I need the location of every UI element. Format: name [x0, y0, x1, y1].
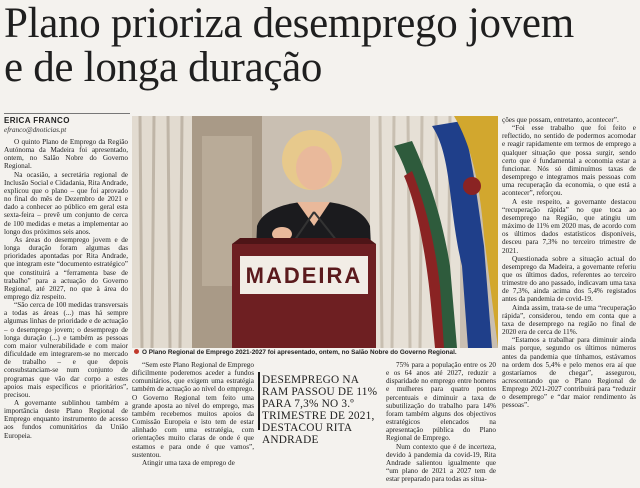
author-rule	[4, 113, 130, 114]
author-email[interactable]: efranco@dnoticias.pt	[4, 126, 67, 134]
article-column-2	[132, 361, 254, 486]
article-column-3	[386, 361, 496, 486]
pullquote-bar	[258, 372, 260, 430]
paragraph: Na ocasião, a secretária regional de Inclusão Social e Cidadania, Rita Andrade, explicou que o plano – que foi aprovado no final do mês de Dezembro de 2021 e dado a conhecer ao público em geral esta sexta-feira – prevê um conjunto de cerca de 100 medidas e metas a implementar ao longo dos próximos seis anos.	[4, 170, 128, 236]
caption-bullet-icon	[134, 349, 139, 354]
author-block	[4, 116, 132, 134]
photo-caption-bar	[132, 348, 498, 358]
paragraph: “São cerca de 100 medidas transversais a todas as áreas (...) mas há sempre algumas linhas de prioridade e de actuação – o desemprego jovem; o desemprego de longa duração (...) e também as pessoas com maior vulnerabilidade e com maior dificuldade em integrarem-se no mercado de trabalho – e que depois consubstanciam-se num conjunto de programas que vão dar corpo a estes apoios mais específicos e prioritários”, precisou.	[4, 301, 128, 399]
headline-line-2: e de longa duração	[4, 44, 323, 91]
paragraph: A este respeito, a governante destacou “recuperação rápida” no que toca ao desemprego na Região, que atingiu um máximo de 11% em 2020 mas, de acordo com os últimos dados estatísticos disponíveis, desceu para 7,3% no terceiro trimestre de 2021.	[502, 197, 636, 255]
photo-illustration	[132, 116, 498, 348]
photo-caption: O Plano Regional de Emprego 2021-2027 foi apresentado, ontem, no Salão Nobre do Governo Regional.	[142, 349, 457, 356]
curtain-left	[132, 116, 192, 348]
paragraph: “Sem este Plano Regional de Emprego dificilmente poderemos aceder a fundos comunitários, que exigem uma estratégia também de actuação ao nível do emprego. O Governo Regional tem feito uma grande aposta ao nível do emprego, mas também recebemos muitos apoios da Comissão Europeia e isto tem de estar alinhado com uma estratégia, com orientações muito claras de onde é que estamos e para onde é que vamos”, sustentou.	[132, 361, 254, 459]
article-column-1	[4, 138, 128, 484]
article-photo	[132, 116, 498, 348]
paragraph: ções que possam, entretanto, acontecer”.	[502, 116, 619, 124]
article-column-4	[502, 116, 636, 486]
podium	[232, 238, 376, 348]
paragraph: Questionada sobre a situação actual do desemprego da Madeira, a governante referiu que os últimos dados, referentes ao terceiro trimestre do ano passado, indicavam uma taxa de 7,3%, ainda acima dos 5,4% registados antes da pandemia de covid-19.	[502, 254, 636, 304]
paragraph: A governante sublinhou também a importância deste Plano Regional de Emprego enquanto instrumento de acesso aos fundos comunitários da União Europeia.	[4, 399, 128, 440]
paragraph: Num contexto que é de incerteza, devido à pandemia da covid-19, Rita Andrade salientou igualmente que “um plano de 2021 a 2027 tem de estar preparado para todas as situa-	[386, 442, 496, 484]
paragraph: O quinto Plano de Emprego da Região Autónoma da Madeira foi apresentado, ontem, no Salão Nobre do Governo Regional.	[4, 138, 128, 171]
paragraph: Ainda assim, trata-se de uma “recuperação rápida”, considerou, tendo em conta que a taxa de desemprego na região no final de 2020 era de cerca de 11%.	[502, 303, 636, 337]
paragraph: “Estamos a trabalhar para diminuir ainda mais porque, segundo os últimos números antes da pandemia que tínhamos, estávamos na ordem dos 5,4% e pelo menos era aí que gostaríamos de chegar”, assegurou, acrescentando que o Plano Regional de Emprego 2021-2027 contribuirá para “reduzir o desemprego” e “dar maior rendimento às pessoas”.	[502, 336, 636, 410]
headline-line-1: Plano prioriza desemprego jovem	[4, 0, 574, 47]
paragraph: 75% para a população entre os 20 e os 64 anos até 2027, reduzir a disparidade no emprego entre homens e mulheres para quatro pontos percentuais e diminuir a taxa de subutilização do trabalho para 14% foram também alguns dos objectivos estratégicos elencados na apresentação pública do Plano Regional de Emprego.	[386, 361, 496, 443]
pullquote: DESEMPREGO NA RAM PASSOU DE 11% PARA 7,3% NO 3.º TRIMESTRE DE 2021, DESTACOU RITA ANDRADE	[262, 374, 378, 446]
paragraph: “Foi esse trabalho que foi feito e reflectido, no sentido de podermos acomodar e reagir rapidamente em termos de emprego a qualquer situação que possa surgir, sendo certo que é fundamental a economia estar a funcionar. Nós só diminuímos taxas de desemprego e integramos mais pessoas com uma recuperação da economia, o que está a acontecer”, reforçou.	[502, 124, 636, 198]
headline	[4, 2, 636, 90]
paragraph: Atingir uma taxa de emprego de	[142, 458, 235, 467]
podium-text: MADEIRA	[245, 263, 363, 288]
paragraph: As áreas do desemprego jovem e de longa duração foram algumas das prioridades apontadas por Rita Andrade, que integram este “documento estratégico” que constituirá a “ferramenta base de trabalho” para a actuação do Governo Regional, até 2027, no que à área do emprego diz respeito.	[4, 235, 128, 301]
author-name: ERICA FRANCO	[4, 116, 70, 125]
